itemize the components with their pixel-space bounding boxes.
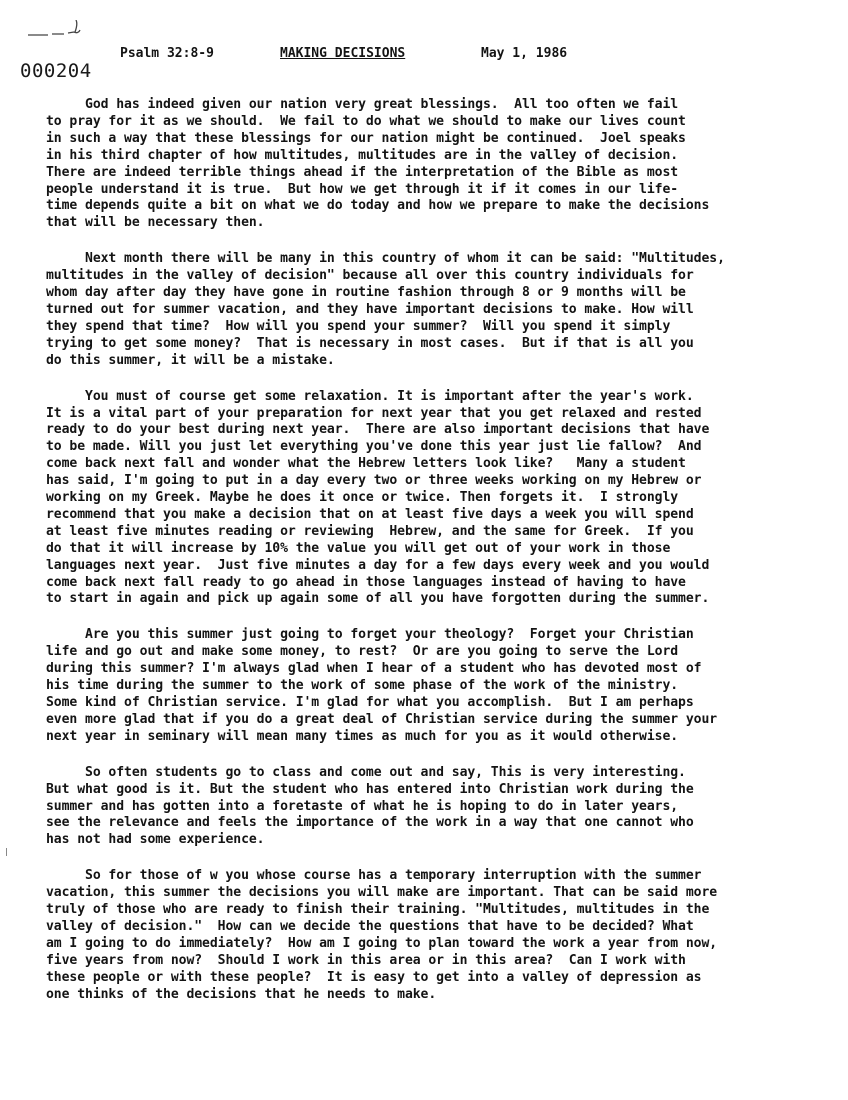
text-line: one thinks of the decisions that he needs to make.: [46, 986, 437, 1002]
text-line: whom day after day they have gone in routine fashion through 8 or 9 months will be: [46, 285, 686, 301]
text-line: see the relevance and feels the importance of the work in a way that one cannot who: [46, 815, 694, 831]
text-line: Some kind of Christian service. I'm glad for what you accomplish. But I am perhaps: [46, 695, 694, 710]
text-line: So often students go to class and come out and say, This is very interesting.: [46, 764, 686, 780]
text-line: You must of course get some relaxation. It is important after the year's work.: [46, 388, 694, 404]
text-line: during this summer? I'm always glad when I hear of a student who has devoted most of: [46, 661, 702, 677]
sermon-title: MAKING DECISIONS: [280, 46, 406, 61]
text-line: But what good is it. But the student who has entered into Christian work during the: [46, 781, 694, 797]
text-line: come back next fall and wonder what the Hebrew letters look like? Many a student: [46, 456, 686, 472]
scripture-reference: Psalm 32:8-9: [120, 46, 214, 61]
paragraph: [46, 627, 786, 745]
paragraph: [46, 97, 786, 232]
paragraph: [46, 389, 786, 609]
text-line: working on my Greek. Maybe he does it once or twice. Then forgets it. I strongly: [46, 490, 679, 506]
text-line: summer and has gotten into a foretaste of what he is hoping to do in later years,: [46, 798, 679, 814]
text-line: Are you this summer just going to forget your theology? Forget your Christian: [46, 627, 694, 643]
sermon-header: [0, 46, 848, 66]
handwritten-mark: [26, 20, 86, 42]
text-line: to be made. Will you just let everything you've done this year just lie fallow? And: [46, 439, 702, 455]
text-line: life and go out and make some money, to rest? Or are you going to serve the Lord: [46, 644, 679, 660]
sermon-date: May 1, 1986: [481, 46, 568, 61]
text-line: to start in again and pick up again some of all you have forgotten during the summer.: [46, 591, 710, 607]
text-line: turned out for summer vacation, and they have important decisions to make. How will: [46, 301, 694, 317]
text-line: come back next fall ready to go ahead in those languages instead of having to have: [46, 574, 686, 590]
document-number: 000204: [20, 60, 92, 82]
text-line: ready to do your best during next year. There are also important decisions that have: [46, 422, 710, 438]
text-line: multitudes in the valley of decision" because all over this country individuals for: [46, 268, 694, 284]
text-line: am I going to do immediately? How am I going to plan toward the work a year from now,: [46, 935, 718, 951]
text-line: these people or with these people? It is easy to get into a valley of depression as: [46, 969, 702, 985]
text-line: they spend that time? How will you spend your summer? Will you spend it simply: [46, 318, 671, 334]
paragraph: [46, 251, 786, 369]
text-line: valley of decision." How can we decide the questions that have to be decided? What: [46, 918, 694, 934]
text-line: do that it will increase by 10% the value you will get out of your work in those: [46, 540, 671, 556]
text-line: has said, I'm going to put in a day every two or three weeks working on my Hebrew or: [46, 473, 702, 489]
text-line: do this summer, it will be a mistake.: [46, 352, 335, 368]
paragraph: [46, 868, 786, 1003]
text-line: people understand it is true. But how we get through it if it comes in our life-: [46, 181, 679, 197]
text-line: has not had some experience.: [46, 832, 265, 848]
text-line: truly of those who are ready to finish their training. "Multitudes, multitudes in the: [46, 902, 710, 918]
text-line: even more glad that if you do a great deal of Christian service during the summer your: [46, 711, 718, 727]
text-line: languages next year. Just five minutes a day for a few days every week and you would: [46, 557, 710, 573]
text-line: time depends quite a bit on what we do today and how we prepare to make the decisions: [46, 198, 710, 214]
text-line: in his third chapter of how multitudes, multitudes are in the valley of decision.: [46, 147, 679, 163]
text-line: five years from now? Should I work in this area or in this area? Can I work with: [46, 952, 686, 968]
sermon-body: [46, 97, 786, 1023]
text-line: at least five minutes reading or reviewing Hebrew, and the same for Greek. If you: [46, 523, 694, 539]
text-line: God has indeed given our nation very great blessings. All too often we fail: [46, 97, 679, 112]
paragraph: [46, 765, 786, 850]
text-line: There are indeed terrible things ahead if the interpretation of the Bible as most: [46, 164, 679, 180]
text-line: to pray for it as we should. We fail to do what we should to make our lives count: [46, 113, 686, 129]
text-line: It is a vital part of your preparation for next year that you get relaxed and rested: [46, 405, 702, 421]
text-line: next year in seminary will mean many times as much for you as it would otherwise.: [46, 728, 679, 744]
text-line: in such a way that these blessings for our nation might be continued. Joel speaks: [46, 130, 686, 146]
text-line: his time during the summer to the work of some phase of the work of the ministry.: [46, 678, 679, 694]
margin-speck: [6, 848, 7, 856]
text-line: trying to get some money? That is necessary in most cases. But if that is all you: [46, 335, 694, 351]
text-line: that will be necessary then.: [46, 215, 265, 231]
text-line: So for those of w you whose course has a temporary interruption with the summer: [46, 868, 702, 884]
text-line: recommend that you make a decision that on at least five days a week you will spend: [46, 506, 694, 522]
text-line: Next month there will be many in this country of whom it can be said: "Multitudes,: [46, 251, 725, 267]
text-line: vacation, this summer the decisions you will make are important. That can be said more: [46, 885, 718, 901]
